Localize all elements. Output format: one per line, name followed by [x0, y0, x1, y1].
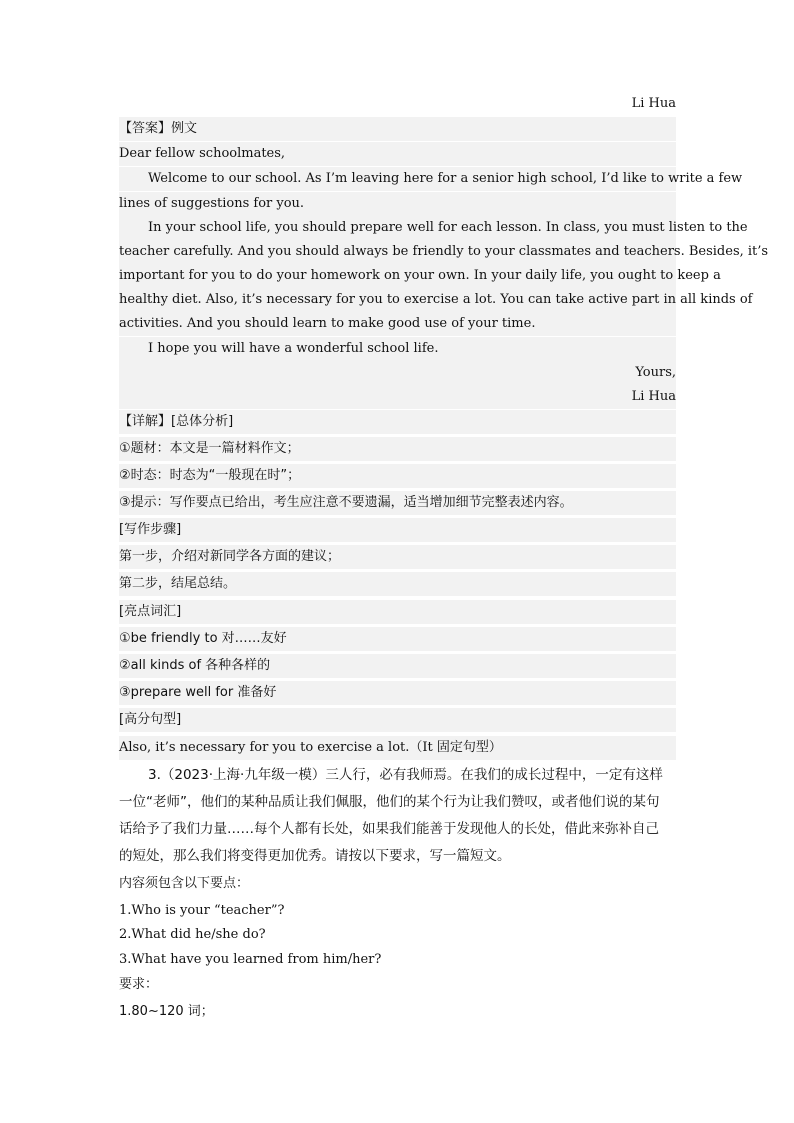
letter-greeting: Dear fellow schoolmates,	[119, 142, 676, 167]
points-label: 内容须包含以下要点：	[119, 876, 250, 891]
letter-paragraph-2-line-5: activities. And you should learn to make good use of your time.	[119, 312, 676, 337]
letter-paragraph-3: I hope you will have a wonderful school life.	[119, 337, 676, 362]
point-2: 2.What did he/she do?	[119, 927, 266, 942]
requirements-label: 要求：	[119, 977, 159, 992]
letter-paragraph-2-line-1: In your school life, you should prepare well for each lesson. In class, you must listen to the	[119, 216, 676, 241]
question-3-line-4: 的短处，那么我们将变得更加优秀。请按以下要求，写一篇短文。	[119, 848, 511, 864]
step-1: 第一步，介绍对新同学各方面的建议；	[119, 545, 676, 570]
question-3-line-3: 话给予了我们力量……每个人都有长处，如果我们能善于发现他人的长处，借此来弥补自己	[119, 821, 659, 837]
vocab-item-2: ②all kinds of 各种各样的	[119, 654, 676, 679]
vocab-item-1: ①be friendly to 对……友好	[119, 627, 676, 652]
vocab-label: [亮点词汇]	[119, 600, 676, 625]
letter-closing: Yours,	[119, 361, 676, 386]
analysis-item-3: ③提示：写作要点已给出，考生应注意不要遗漏，适当增加细节完整表述内容。	[119, 491, 676, 516]
sentence-item-1: Also, it’s necessary for you to exercise a lot.（It 固定句型）	[119, 736, 676, 761]
answer-label: 【答案】例文	[119, 117, 676, 142]
analysis-item-1: ①题材：本文是一篇材料作文；	[119, 437, 676, 462]
vocab-item-3: ③prepare well for 准备好	[119, 681, 676, 706]
steps-label: [写作步骤]	[119, 518, 676, 543]
sentence-label: [高分句型]	[119, 708, 676, 733]
top-signature: Li Hua	[631, 96, 676, 111]
analysis-label: 【详解】[总体分析]	[119, 410, 676, 435]
letter-paragraph-2-line-2: teacher carefully. And you should always be friendly to your classmates and teachers. Besides, it’s	[119, 240, 676, 265]
point-1: 1.Who is your “teacher”?	[119, 903, 285, 918]
step-2: 第二步，结尾总结。	[119, 572, 676, 597]
letter-paragraph-1-line-1: Welcome to our school. As I’m leaving here for a senior high school, I’d like to write a few	[119, 167, 676, 192]
letter-paragraph-1-line-2: lines of suggestions for you.	[119, 192, 676, 217]
letter-paragraph-2-line-4: healthy diet. Also, it’s necessary for you to exercise a lot. You can take active part in all kinds of	[119, 288, 676, 313]
requirement-1: 1.80~120 词；	[119, 1004, 214, 1019]
analysis-item-2: ②时态：时态为“一般现在时”；	[119, 464, 676, 489]
point-3: 3.What have you learned from him/her?	[119, 952, 382, 967]
question-3-line-2: 一位“老师”，他们的某种品质让我们佩服，他们的某个行为让我们赞叹，或者他们说的某句	[119, 794, 660, 810]
letter-signature: Li Hua	[119, 385, 676, 410]
letter-paragraph-2-line-3: important for you to do your homework on your own. In your daily life, you ought to keep a	[119, 264, 676, 289]
question-3-line-1: 3.（2023·上海·九年级一模）三人行，必有我师焉。在我们的成长过程中，一定有这样	[148, 767, 663, 783]
